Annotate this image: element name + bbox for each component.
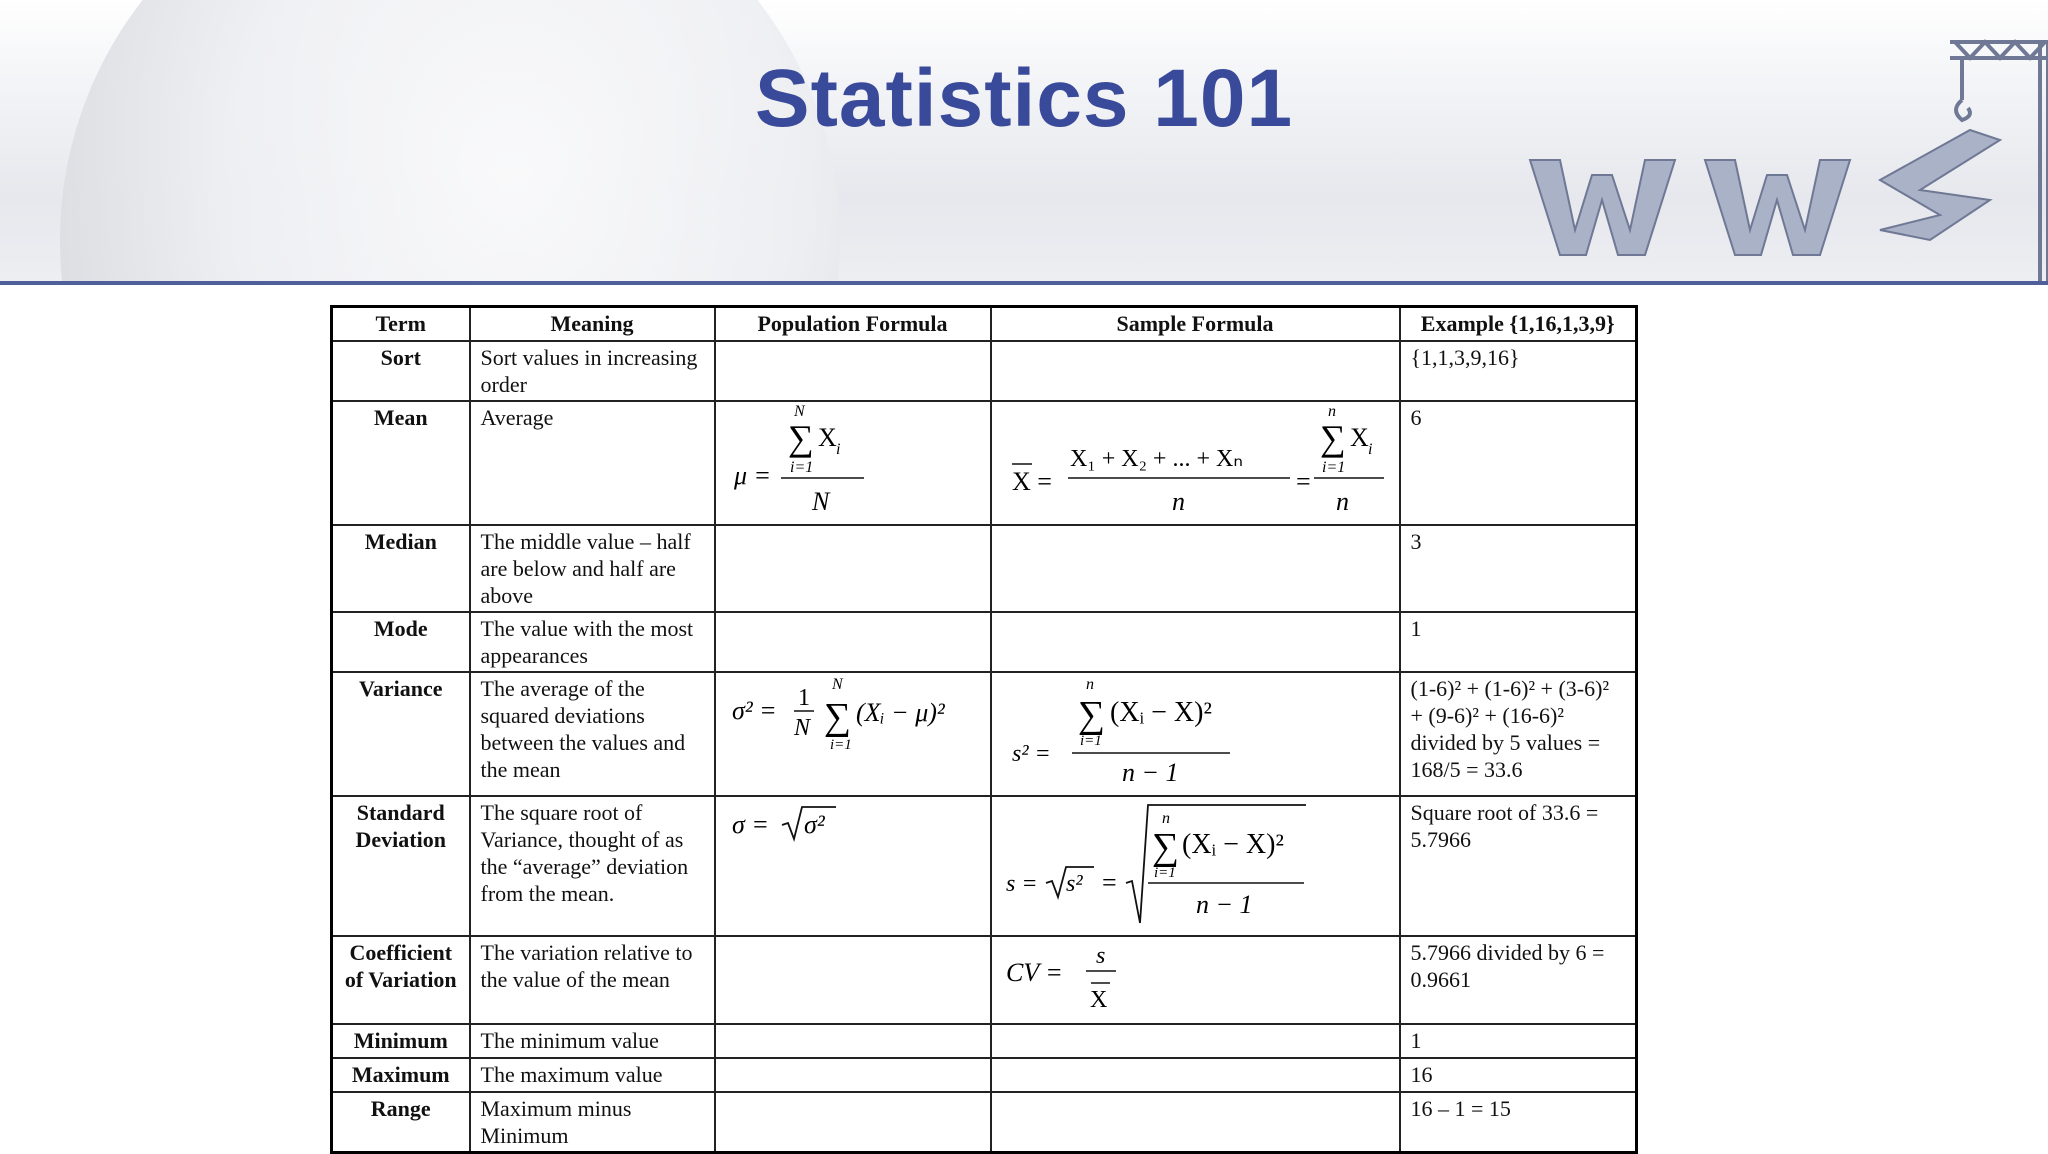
svg-text:X: X	[817, 422, 837, 452]
svg-text:N: N	[793, 714, 810, 741]
header-sample-formula: Sample Formula	[991, 307, 1400, 341]
sd-sample-formula	[1002, 799, 1322, 927]
svg-text:i=1: i=1	[1079, 732, 1102, 749]
term-cell: Minimum	[332, 1024, 470, 1058]
sample-formula-cell	[991, 612, 1400, 672]
example-cell: (1-6)² + (1-6)² + (3-6)² + (9-6)² + (16-6)² divided by 5 values = 168/5 = 33.6	[1400, 672, 1637, 796]
svg-text:X =: X =	[1011, 466, 1052, 496]
title-divider	[0, 281, 2048, 285]
svg-text:i=1: i=1	[829, 736, 852, 753]
svg-text:N: N	[793, 403, 805, 420]
svg-text:i: i	[1367, 440, 1372, 458]
variance-population-formula	[726, 675, 976, 755]
header-meaning: Meaning	[470, 307, 715, 341]
sample-formula-cell	[991, 1024, 1400, 1058]
table-row	[332, 672, 1637, 796]
svg-text:n: n	[1085, 675, 1094, 693]
svg-text:(Xᵢ − μ)²: (Xᵢ − μ)²	[855, 697, 945, 727]
meaning-cell: Sort values in increasing order	[470, 341, 715, 401]
example-cell: 16	[1400, 1058, 1637, 1092]
sample-formula-cell	[991, 1058, 1400, 1092]
table-row	[332, 341, 1637, 401]
meaning-cell: Maximum minus Minimum	[470, 1092, 715, 1153]
meaning-cell: The maximum value	[470, 1058, 715, 1092]
sample-formula-cell	[991, 796, 1400, 936]
population-formula-cell	[715, 341, 991, 401]
svg-text:X₁ + X₂ + ... + Xₙ: X₁ + X₂ + ... + Xₙ	[1069, 445, 1243, 472]
example-cell: 1	[1400, 1024, 1637, 1058]
svg-text:(Xᵢ − X)²: (Xᵢ − X)²	[1181, 828, 1284, 860]
meaning-cell: The variation relative to the value of the mean	[470, 936, 715, 1024]
term-cell: Variance	[332, 672, 470, 796]
svg-text:X: X	[1349, 422, 1369, 452]
svg-text:s²: s²	[1065, 870, 1083, 897]
population-formula-cell	[715, 1024, 991, 1058]
svg-text:1: 1	[797, 684, 810, 711]
term-cell: Standard Deviation	[332, 796, 470, 936]
table-row	[332, 1024, 1637, 1058]
cv-sample-formula	[1002, 939, 1162, 1015]
sample-formula-cell	[991, 401, 1400, 525]
sample-formula-cell	[991, 341, 1400, 401]
example-cell: 6	[1400, 401, 1637, 525]
svg-text:∑: ∑	[787, 417, 814, 458]
population-formula-cell	[715, 612, 991, 672]
svg-text:i: i	[835, 440, 840, 458]
svg-text:=: =	[1295, 466, 1311, 496]
term-cell: Coefficient of Variation	[332, 936, 470, 1024]
table-row	[332, 936, 1637, 1024]
svg-text:∑: ∑	[1077, 693, 1105, 736]
term-cell: Sort	[332, 341, 470, 401]
example-cell: Square root of 33.6 = 5.7966	[1400, 796, 1637, 936]
example-cell: 3	[1400, 525, 1637, 612]
header-population-formula: Population Formula	[715, 307, 991, 341]
svg-text:σ²: σ²	[803, 809, 825, 839]
svg-text:(Xᵢ − X)²: (Xᵢ − X)²	[1109, 696, 1212, 728]
svg-text:=: =	[1101, 867, 1117, 897]
svg-text:X: X	[1089, 986, 1107, 1013]
svg-text:n: n	[1161, 809, 1170, 827]
svg-text:i=1: i=1	[1321, 458, 1345, 476]
population-formula-cell	[715, 796, 991, 936]
slide-title: Statistics 101	[754, 53, 1294, 144]
meaning-cell: The square root of Variance, thought of as the “average” deviation from the mean.	[470, 796, 715, 936]
header-example: Example {1,16,1,3,9}	[1400, 307, 1637, 341]
example-cell: 1	[1400, 612, 1637, 672]
svg-text:s =: s =	[1005, 870, 1038, 897]
term-cell: Median	[332, 525, 470, 612]
svg-text:N: N	[811, 486, 829, 516]
svg-text:n: n	[1327, 403, 1336, 420]
meaning-cell: The average of the squared deviations between the values and the mean	[470, 672, 715, 796]
example-cell: 16 – 1 = 15	[1400, 1092, 1637, 1153]
population-formula-cell	[715, 672, 991, 796]
term-cell: Mean	[332, 401, 470, 525]
meaning-cell: The middle value – half are below and half are above	[470, 525, 715, 612]
sample-formula-cell	[991, 1092, 1400, 1153]
term-cell: Mode	[332, 612, 470, 672]
svg-text:∑: ∑	[823, 695, 851, 738]
mean-sample-formula	[1002, 404, 1392, 516]
svg-text:CV =: CV =	[1005, 957, 1063, 987]
svg-text:n: n	[1171, 486, 1185, 516]
meaning-cell: Average	[470, 401, 715, 525]
svg-text:i=1: i=1	[789, 458, 813, 476]
population-formula-cell	[715, 936, 991, 1024]
sample-formula-cell	[991, 525, 1400, 612]
table-row	[332, 525, 1637, 612]
sample-formula-cell	[991, 672, 1400, 796]
table-row	[332, 1058, 1637, 1092]
mean-population-formula	[726, 404, 866, 516]
statistics-table	[330, 305, 1638, 1154]
term-cell: Range	[332, 1092, 470, 1153]
svg-text:s: s	[1095, 942, 1105, 969]
population-formula-cell	[715, 525, 991, 612]
svg-text:N: N	[831, 675, 843, 693]
population-formula-cell	[715, 401, 991, 525]
svg-text:s² =: s² =	[1011, 740, 1051, 767]
table-header-row	[332, 307, 1637, 341]
svg-text:∑: ∑	[1319, 417, 1346, 458]
sd-population-formula	[726, 799, 876, 849]
table-row	[332, 1092, 1637, 1153]
svg-text:σ² =: σ² =	[731, 695, 777, 725]
header-term: Term	[332, 307, 470, 341]
svg-text:n: n	[1335, 486, 1349, 516]
meaning-cell: The minimum value	[470, 1024, 715, 1058]
svg-text:σ =: σ =	[731, 809, 769, 839]
population-formula-cell	[715, 1058, 991, 1092]
table-row	[332, 401, 1637, 525]
meaning-cell: The value with the most appearances	[470, 612, 715, 672]
table-row	[332, 796, 1637, 936]
example-cell: {1,1,3,9,16}	[1400, 341, 1637, 401]
example-cell: 5.7966 divided by 6 = 0.9661	[1400, 936, 1637, 1024]
svg-text:n − 1: n − 1	[1195, 889, 1253, 919]
slide-banner	[0, 0, 2048, 282]
population-formula-cell	[715, 1092, 991, 1153]
svg-text:∑: ∑	[1151, 825, 1179, 868]
term-cell: Maximum	[332, 1058, 470, 1092]
variance-sample-formula	[1002, 675, 1242, 787]
sample-formula-cell	[991, 936, 1400, 1024]
table-row	[332, 612, 1637, 672]
svg-text:μ =: μ =	[733, 460, 771, 490]
svg-text:i=1: i=1	[1153, 864, 1176, 881]
svg-text:n − 1: n − 1	[1121, 757, 1179, 787]
